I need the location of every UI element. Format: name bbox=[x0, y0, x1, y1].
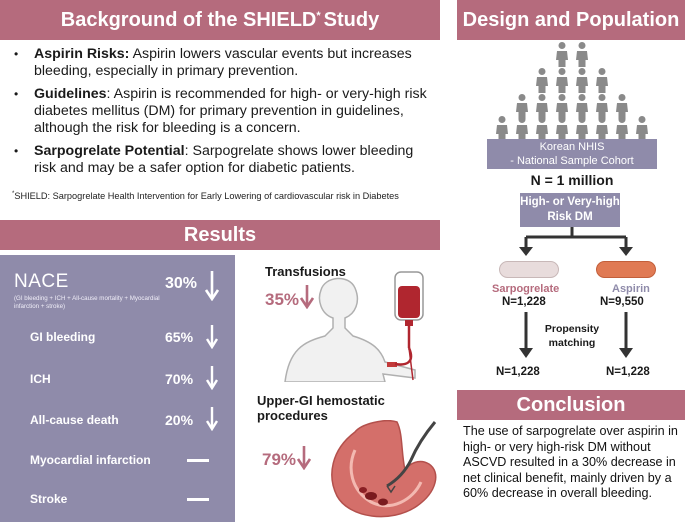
split-arrow-icon bbox=[510, 227, 640, 257]
results-panel bbox=[0, 255, 235, 522]
nace-subtitle: (GI bleeding + ICH + All-cause mortality + Myocardial infarction + stroke) bbox=[14, 295, 160, 310]
cohort-line1: Korean NHIS bbox=[539, 141, 605, 153]
down-arrow-icon bbox=[205, 366, 219, 390]
background-banner bbox=[0, 0, 440, 40]
transfusions-pct: 35% bbox=[265, 290, 300, 309]
all-cause-death-pct: 20% bbox=[165, 412, 194, 428]
aspirin-matched-n: N=1,228 bbox=[606, 366, 650, 378]
aspirin-label: Aspirin bbox=[612, 283, 650, 295]
footnote-text: SHIELD: Sarpogrelate Health Intervention for Early Lowering of cardiovascular risk in Diabetes bbox=[14, 191, 399, 202]
nace-pct: 30% bbox=[165, 275, 198, 292]
myocardial-infarction-label: Myocardial infarction bbox=[30, 453, 151, 467]
stomach-illustration bbox=[325, 420, 445, 522]
n-total: N = 1 million bbox=[530, 172, 614, 188]
no-change-dash-icon bbox=[187, 459, 209, 462]
background-title: Background of the SHIELD bbox=[60, 8, 317, 31]
stroke-label: Stroke bbox=[30, 492, 68, 506]
bullet-text: : Aspirin is recommended for high- or very-high risk diabetes mellitus (DM) for primary prevention in guidelines, although the risk for bleeding is a concern. bbox=[34, 86, 427, 136]
footnote bbox=[12, 191, 442, 201]
bullet-sarpogrelate bbox=[12, 143, 432, 177]
ich-label: ICH bbox=[30, 372, 51, 386]
gi-bleeding-label: GI bleeding bbox=[30, 330, 96, 344]
upper-gi-pct: 79% bbox=[262, 450, 297, 469]
bullet-text: : Sarpogrelate shows lower bleeding risk and may be a safer option for diabetic patients. bbox=[34, 143, 414, 176]
bullet-aspirin-risks bbox=[12, 46, 432, 80]
risk-line2: Risk DM bbox=[547, 211, 593, 223]
down-arrow-icon bbox=[205, 407, 219, 431]
gi-bleeding-pct: 65% bbox=[165, 329, 194, 345]
transfusions-label: Transfusions bbox=[265, 264, 346, 279]
cohort-box bbox=[487, 139, 657, 169]
nace-label: NACE bbox=[14, 271, 69, 292]
down-arrow-icon bbox=[205, 271, 219, 301]
upper-gi-label: Upper-GI hemostatic procedures bbox=[257, 393, 385, 423]
bullet-guidelines bbox=[12, 86, 432, 137]
design-banner bbox=[457, 0, 685, 40]
cohort-line2: - National Sample Cohort bbox=[510, 155, 634, 167]
sarpogrelate-label: Sarpogrelate bbox=[492, 283, 560, 295]
down-arrow-icon bbox=[297, 446, 311, 470]
background-bullets bbox=[12, 46, 432, 183]
results-banner bbox=[0, 220, 440, 250]
sarpogrelate-n: N=1,228 bbox=[502, 296, 546, 308]
bullet-text: Aspirin lowers vascular events but increases bleeding, especially in primary prevention. bbox=[34, 46, 412, 79]
ich-pct: 70% bbox=[165, 371, 194, 387]
risk-line1: High- or Very-high bbox=[520, 196, 620, 208]
background-title-sup: * bbox=[316, 10, 321, 22]
conclusion-banner bbox=[457, 390, 685, 420]
sarpogrelate-pill-icon bbox=[499, 261, 559, 278]
results-title: Results bbox=[183, 223, 257, 246]
bullet-head: Guidelines bbox=[34, 86, 107, 102]
matching-arrows-icon bbox=[510, 312, 640, 360]
bullet-dot: • bbox=[14, 47, 19, 61]
conclusion-text: The use of sarpogrelate over aspirin in high- or very high-risk DM without ASCVD resulted in a 30% decrease in net clinical benefit, mainly driven by a 60% decrease in overall bleeding. bbox=[463, 424, 678, 500]
conclusion-title: Conclusion bbox=[516, 393, 626, 416]
background-title-suffix: Study bbox=[323, 8, 380, 31]
all-cause-death-label: All-cause death bbox=[30, 413, 119, 427]
patient-transfusion-illustration bbox=[265, 270, 445, 382]
down-arrow-icon bbox=[205, 325, 219, 349]
bullet-head: Sarpogrelate Potential bbox=[34, 143, 185, 159]
bullet-dot: • bbox=[14, 87, 19, 101]
propensity-label: Propensity matching bbox=[544, 323, 600, 349]
bullet-dot: • bbox=[14, 144, 19, 158]
aspirin-n: N=9,550 bbox=[600, 296, 644, 308]
footnote-sup: * bbox=[12, 191, 15, 197]
design-title: Design and Population bbox=[462, 8, 680, 31]
aspirin-pill-icon bbox=[596, 261, 656, 278]
bullet-head: Aspirin Risks: bbox=[34, 46, 130, 62]
sarpogrelate-matched-n: N=1,228 bbox=[496, 366, 540, 378]
population-pyramid-icon bbox=[487, 40, 657, 140]
risk-dm-box bbox=[520, 193, 620, 227]
no-change-dash-icon bbox=[187, 498, 209, 501]
